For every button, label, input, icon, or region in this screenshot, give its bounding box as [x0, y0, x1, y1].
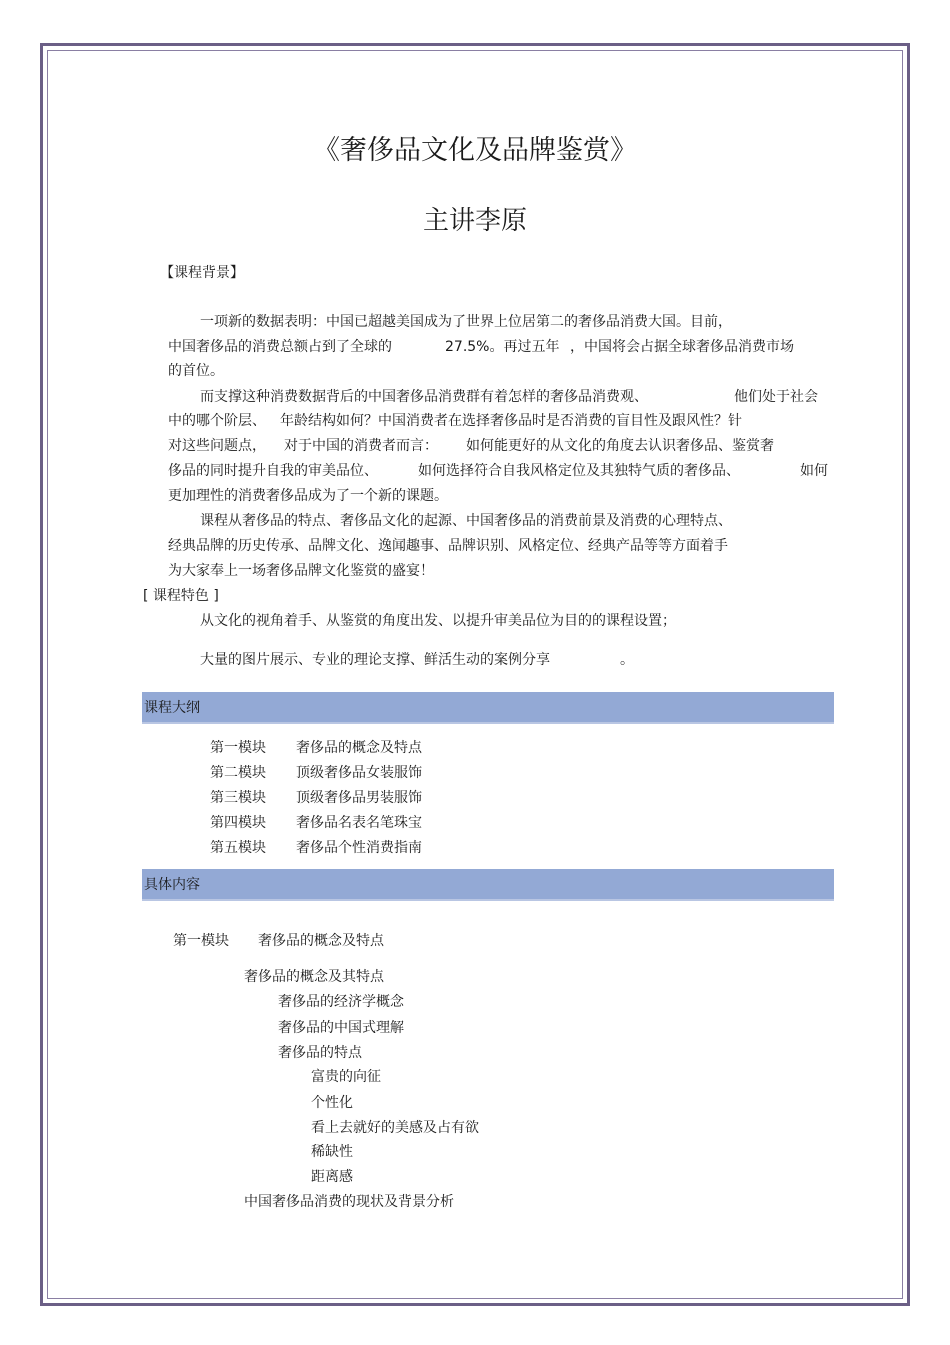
paragraph-2-line-3a: 对这些问题点， [168, 438, 266, 454]
paragraph-1-line-3: 的首位。 [168, 363, 224, 379]
paragraph-2-line-5: 更加理性的消费奢侈品成为了一个新的课题。 [168, 488, 448, 504]
outline-topic-1: 奢侈品的概念及特点 [296, 740, 422, 756]
paragraph-1-line-2a: 中国奢侈品的消费总额占到了全球的 [168, 339, 392, 355]
paragraph-3-line-3: 为大家奉上一场奢侈品牌文化鉴赏的盛宴！ [168, 563, 434, 579]
content-item-4: 奢侈品的特点 [278, 1045, 362, 1061]
document-title: 《奢侈品文化及品牌鉴赏》 [313, 135, 637, 166]
content-item-6: 个性化 [311, 1095, 353, 1111]
outline-module-2: 第二模块 [210, 765, 266, 781]
paragraph-1-line-1: 一项新的数据表明：中国已超越美国成为了世界上位居第二的奢侈品消费大国。目前， [200, 314, 732, 330]
outline-module-5: 第五模块 [210, 840, 266, 856]
paragraph-2-line-1b: 他们处于社会 [734, 389, 818, 405]
outline-topic-3: 顶级奢侈品男装服饰 [296, 790, 422, 806]
outline-module-1: 第一模块 [210, 740, 266, 756]
content-heading: 具体内容 [144, 877, 200, 893]
paragraph-2-line-3b: 对于中国的消费者而言： [284, 438, 438, 454]
paragraph-3-line-1: 课程从奢侈品的特点、奢侈品文化的起源、中国奢侈品的消费前景及消费的心理特点、 [200, 513, 732, 529]
content-item-2: 奢侈品的经济学概念 [278, 994, 404, 1010]
outline-topic-4: 奢侈品名表名笔珠宝 [296, 815, 422, 831]
outline-section-bar [142, 692, 834, 724]
background-heading: 【课程背景】 [160, 265, 244, 281]
content-item-10: 中国奢侈品消费的现状及背景分析 [244, 1194, 454, 1210]
content-item-9: 距离感 [311, 1169, 353, 1185]
content-module-label: 第一模块 [173, 933, 229, 949]
content-section-bar [142, 869, 834, 901]
content-item-1: 奢侈品的概念及其特点 [244, 969, 384, 985]
content-item-5: 富贵的向征 [311, 1069, 381, 1085]
paragraph-2-line-2b: 年龄结构如何？中国消费者在选择奢侈品时是否消费的盲目性及跟风性？针 [280, 413, 742, 429]
outline-module-4: 第四模块 [210, 815, 266, 831]
outline-heading: 课程大纲 [144, 700, 200, 716]
paragraph-2-line-4a: 侈品的同时提升自我的审美品位、 [168, 463, 378, 479]
paragraph-2-line-2a: 中的哪个阶层、 [168, 413, 266, 429]
paragraph-2-line-4b: 如何选择符合自我风格定位及其独特气质的奢侈品、 [418, 463, 740, 479]
paragraph-2-line-3c: 如何能更好的从文化的角度去认识奢侈品、鉴赏奢 [466, 438, 774, 454]
paragraph-1-line-2b: 27.5%。再过五年 [445, 339, 560, 355]
content-item-3: 奢侈品的中国式理解 [278, 1020, 404, 1036]
feature-item-2: 大量的图片展示、专业的理论支撑、鲜活生动的案例分享 [200, 652, 550, 668]
content-module-topic: 奢侈品的概念及特点 [258, 933, 384, 949]
paragraph-2-line-1a: 而支撑这种消费数据背后的中国奢侈品消费群有着怎样的奢侈品消费观、 [200, 389, 648, 405]
paragraph-3-line-2: 经典品牌的历史传承、品牌文化、逸闻趣事、品牌识别、风格定位、经典产品等等方面着手 [168, 538, 728, 554]
outline-topic-2: 顶级奢侈品女装服饰 [296, 765, 422, 781]
feature-item-1: 从文化的视角着手、从鉴赏的角度出发、以提升审美品位为目的的课程设置； [200, 613, 676, 629]
outline-topic-5: 奢侈品个性消费指南 [296, 840, 422, 856]
lecturer-line: 主讲李原 [422, 206, 527, 236]
features-heading: [ 课程特色 ] [143, 588, 219, 604]
content-item-8: 稀缺性 [311, 1144, 353, 1160]
outline-module-3: 第三模块 [210, 790, 266, 806]
paragraph-2-line-4c: 如何 [800, 463, 828, 479]
feature-item-2-end: 。 [620, 652, 634, 668]
content-item-7: 看上去就好的美感及占有欲 [311, 1120, 479, 1136]
paragraph-1-line-2c: ，中国将会占据全球奢侈品消费市场 [570, 339, 794, 355]
page-frame-inner [47, 50, 903, 1299]
